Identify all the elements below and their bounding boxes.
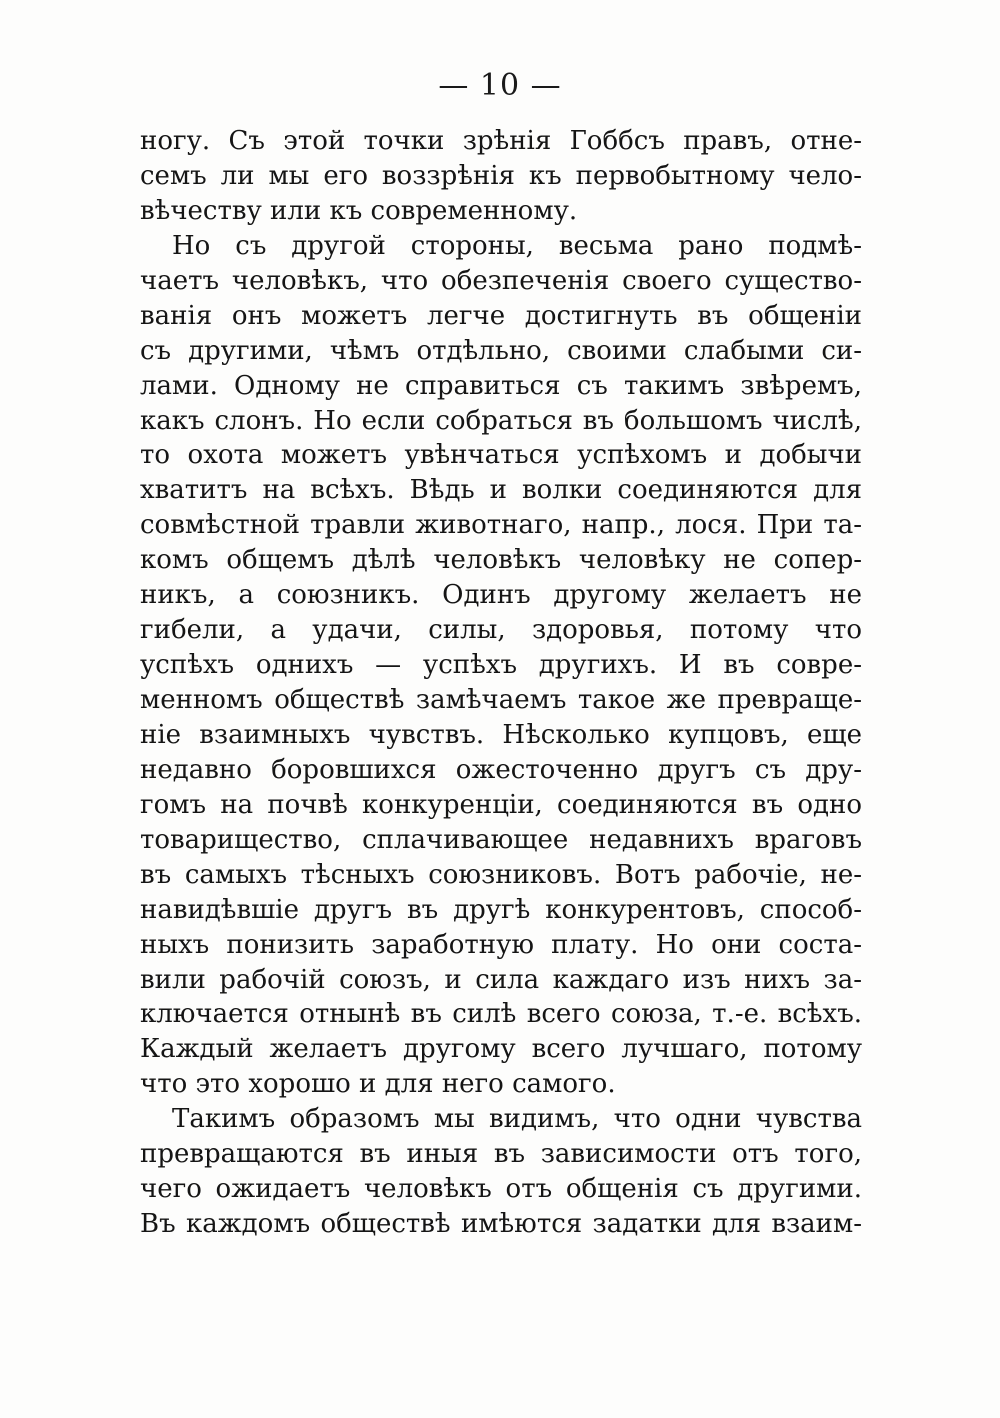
text-line: ногу. Съ этой точки зрѣнія Гоббсъ правъ, отне- <box>140 126 862 156</box>
text-line: съ другими, чѣмъ отдѣльно, своими слабыми си- <box>140 335 862 366</box>
text-line: превращаются въ иныя въ зависимости отъ того, <box>140 1139 862 1170</box>
text-line: вѣчеству или къ современному. <box>140 195 578 226</box>
page-number: — 10 — <box>438 68 562 103</box>
text-line: недавно боровшихся ожесточенно другъ съ дру- <box>140 754 862 785</box>
text-line: лами. Одному не справиться съ такимъ звѣремъ, <box>140 370 862 401</box>
text-line: чего ожидаетъ человѣкъ отъ общенія съ другими. <box>140 1174 862 1205</box>
text-line: комъ общемъ дѣлѣ человѣкъ человѣку не сопер- <box>140 545 862 576</box>
text-line: Такимъ образомъ мы видимъ, что одни чувства <box>172 1104 862 1135</box>
text-line: гибели, а удачи, силы, здоровья, потому что <box>140 615 862 646</box>
text-line: чаетъ человѣкъ, что обезпеченія своего существо- <box>140 265 862 296</box>
text-line: ванія онъ можетъ легче достигнуть въ общеніи <box>140 300 862 331</box>
text-line: въ самыхъ тѣсныхъ союзниковъ. Вотъ рабочіе, не- <box>140 859 862 890</box>
text-line: Но съ другой стороны, весьма рано подмѣ- <box>172 230 862 261</box>
text-line: менномъ обществѣ замѣчаемъ такое же превраще- <box>140 685 862 715</box>
text-line: никъ, а союзникъ. Одинъ другому желаетъ не <box>140 580 862 611</box>
text-line: что это хорошо и для него самого. <box>140 1069 616 1100</box>
text-line: Каждый желаетъ другому всего лучшаго, потому <box>140 1034 862 1065</box>
paragraph-3 <box>140 1102 862 1242</box>
text-line: товарищество, сплачивающее недавнихъ враговъ <box>140 824 862 855</box>
body-text <box>140 124 862 1242</box>
text-line: гомъ на почвѣ конкуренціи, соединяются въ одно <box>140 789 862 820</box>
paragraph-1 <box>140 124 862 229</box>
text-line: ніе взаимныхъ чувствъ. Нѣсколько купцовъ, еще <box>140 719 862 750</box>
text-line: то охота можетъ увѣнчаться успѣхомъ и добычи <box>140 440 862 471</box>
text-line: семъ ли мы его воззрѣнія къ первобытному чело- <box>140 160 862 191</box>
text-line: ныхъ понизить заработную плату. Но они соста- <box>140 929 862 960</box>
text-line: успѣхъ однихъ — успѣхъ другихъ. И въ совре- <box>140 650 862 681</box>
text-line: совмѣстной травли животнаго, напр., лося. При та- <box>140 510 862 541</box>
text-line: хватитъ на всѣхъ. Вѣдь и волки соединяются для <box>140 475 862 506</box>
paragraph-2 <box>140 229 862 1102</box>
text-line: какъ слонъ. Но если собраться въ большомъ числѣ, <box>140 405 862 436</box>
text-line: ключается отнынѣ въ силѣ всего союза, т.-е. всѣхъ. <box>140 999 862 1030</box>
text-line: Въ каждомъ обществѣ имѣются задатки для взаим- <box>140 1209 862 1240</box>
text-line: вили рабочій союзъ, и сила каждаго изъ нихъ за- <box>140 964 862 995</box>
text-line: навидѣвшіе другъ въ другѣ конкурентовъ, способ- <box>140 894 862 925</box>
